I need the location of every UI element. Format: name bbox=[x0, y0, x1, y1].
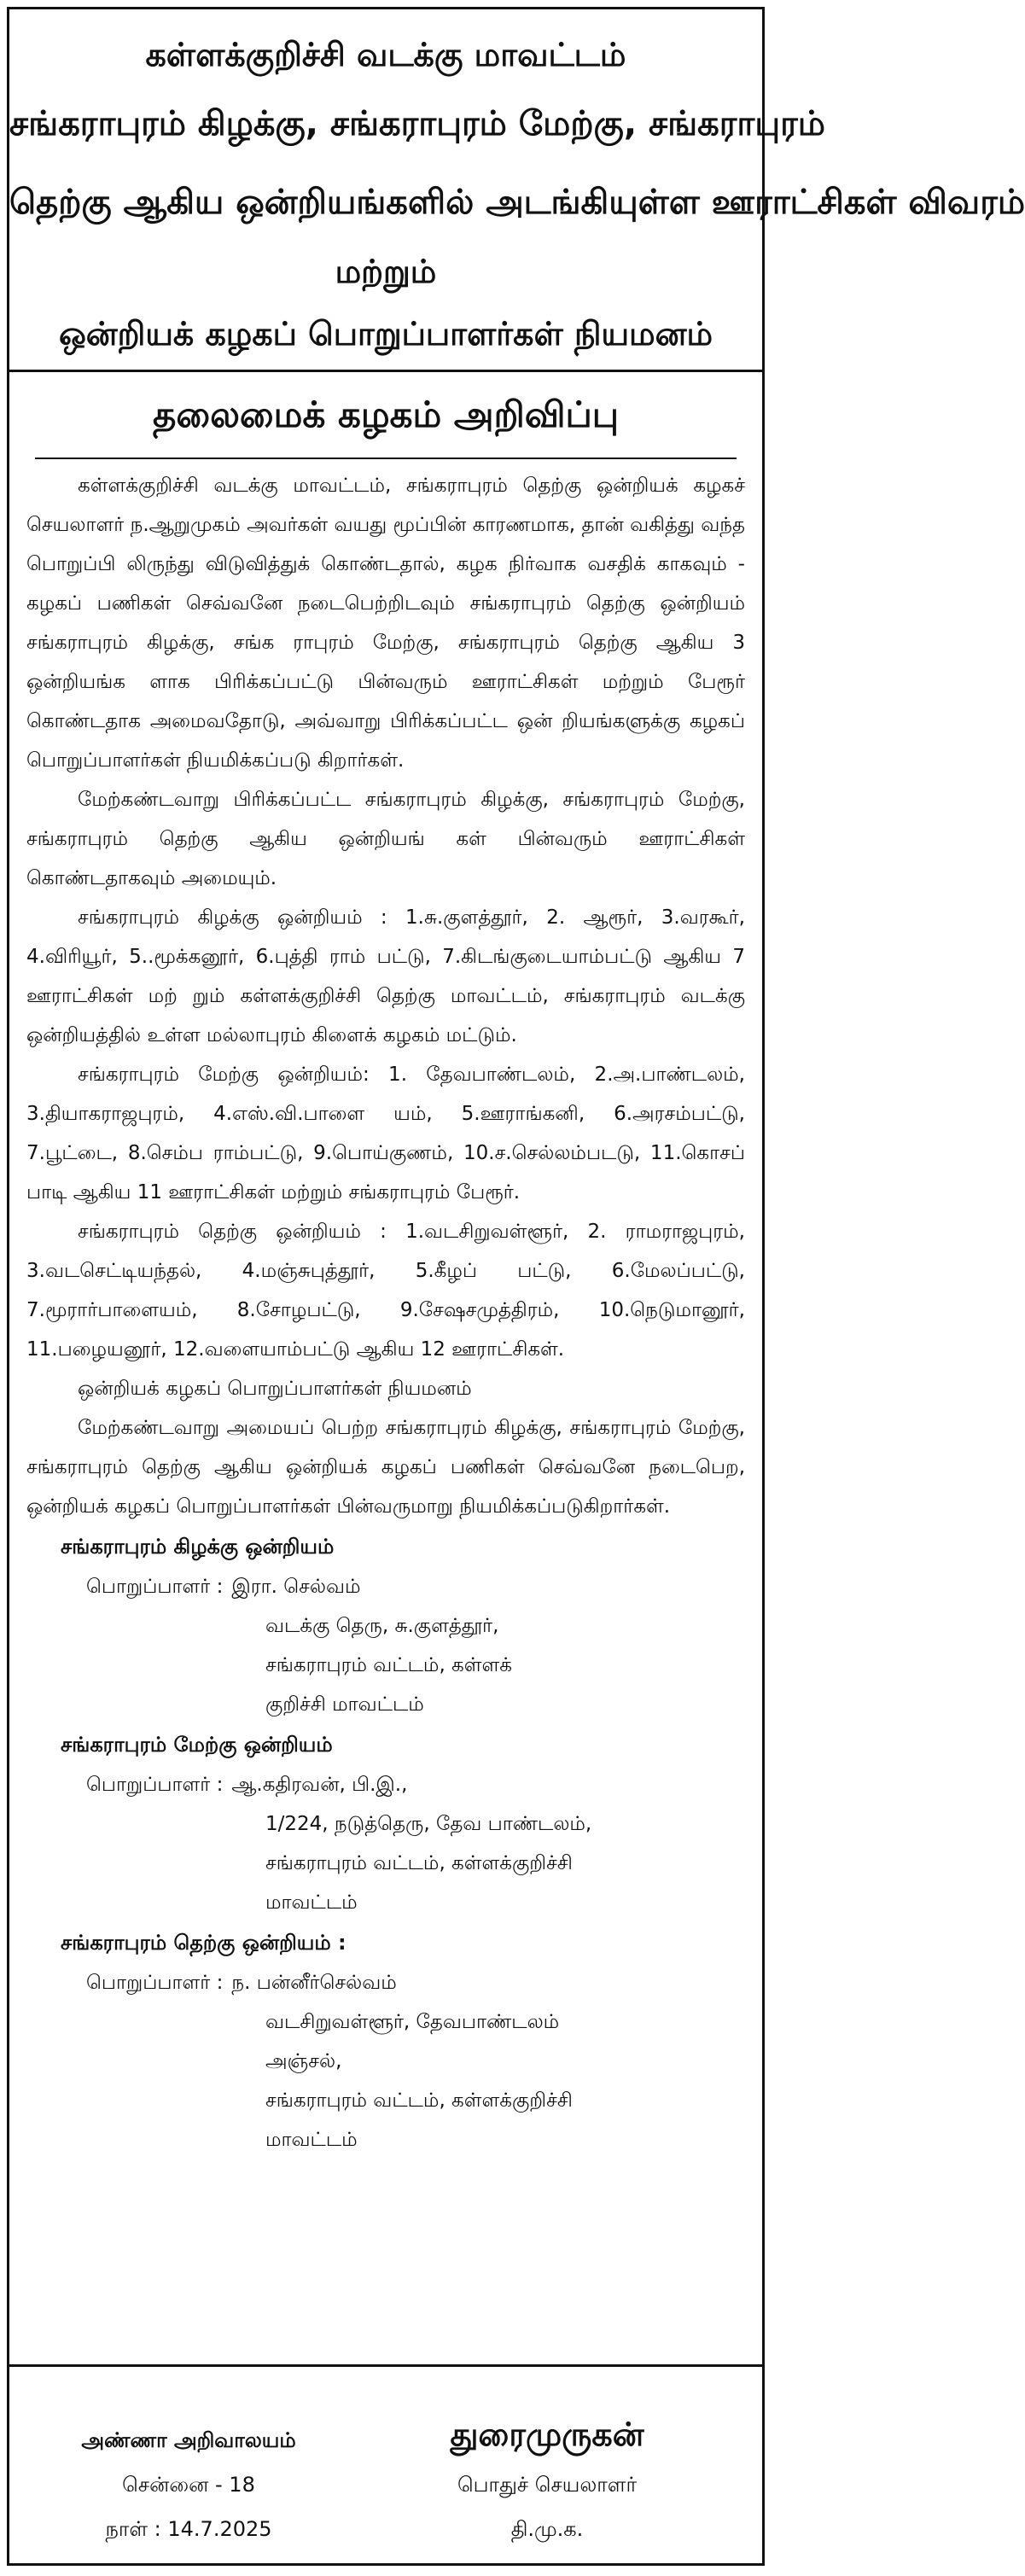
address-line: வடசிறுவள்ளூர், தேவபாண்டலம் bbox=[265, 2011, 560, 2033]
issuer-org: அண்ணா அறிவாலயம் bbox=[81, 2428, 296, 2452]
holder-label: பொறுப்பாளர் : bbox=[86, 1576, 224, 1598]
address-line: குறிச்சி மாவட்டம் bbox=[265, 1693, 424, 1716]
unit-east bbox=[26, 1526, 745, 1724]
paragraph-east-union: சங்கராபுரம் கிழக்கு ஒன்றியம் : 1.சு.குளத்தூர், 2. ஆரூர், 3.வரகூர், 4.விரியூர், 5..மூக்கனூர், 6.புத்தி ராம் பட்டு, 7.கிடங்குடையாம்பட்டு ஆகிய 7 ஊராட்சிகள் மற் றும் கள்ளக்குறிச்சி தெற்கு மாவட்டம், சங்கராபுரம் வடக்கு ஒன்றியத்தில் உள்ள மல்லாபுரம் கிளைக் கழகம் மட்டும். bbox=[26, 906, 745, 1046]
headline-line-4: ஒன்றியக் கழகப் பொறுப்பாளர்கள் நியமனம் bbox=[58, 315, 713, 353]
address-line: 1/224, நடுத்தெரு, தேவ பாண்டலம், bbox=[265, 1813, 592, 1835]
unit-heading: சங்கராபுரம் தெற்கு ஒன்றியம் : bbox=[61, 1931, 347, 1955]
holder-name: ஆ.கதிரவன், பி.இ., bbox=[231, 1774, 408, 1796]
district-title: கள்ளக்குறிச்சி வடக்கு மாவட்டம் bbox=[145, 36, 626, 73]
unit-south bbox=[26, 1922, 745, 2159]
address-line: வடக்கு தெரு, சு.குளத்தூர், bbox=[265, 1615, 499, 1637]
issuer-block bbox=[61, 2418, 317, 2551]
address-line: மாவட்டம் bbox=[265, 2129, 358, 2151]
appointment-paragraph: மேற்கண்டவாறு அமையப் பெற்ற சங்கராபுரம் கிழக்கு, சங்கராபுரம் மேற்கு, சங்கராபுரம் தெற்கு ஆகிய ஒன்றியக் கழகப் பணிகள் செவ்வனே நடைபெற, ஒன்றியக் கழகப் பொறுப்பாளர்கள் பின்வருமாறு நியமிக்கப்படுகிறார்கள். bbox=[26, 1417, 745, 1518]
issue-date: நாள் : 14.7.2025 bbox=[105, 2517, 272, 2541]
paragraph-south-union: சங்கராபுரம் தெற்கு ஒன்றியம் : 1.வடசிறுவள்ளூர், 2. ராமராஜபுரம், 3.வடசெட்டியந்தல், 4.மஞ்சுபுத்தூர், 5.கீழப் பட்டு, 6.மேலப்பட்டு, 7.மூரார்பாளையம், 8.சோழபட்டு, 9.சேஷசமுத்திரம், 10.நெடுமானூர், 11.பழையனூர், 12.வளையாம்பட்டு ஆகிய 12 ஊராட்சிகள். bbox=[26, 1221, 745, 1361]
announcement-heading: தலைமைக் கழகம் அறிவிப்பு bbox=[152, 393, 620, 435]
holder-row bbox=[26, 1765, 745, 1804]
paragraph-1: கள்ளக்குறிச்சி வடக்கு மாவட்டம், சங்கராபுரம் தெற்கு ஒன்றியக் கழகச் செயலாளர் ந.ஆறுமுகம் அவர்கள் வயது மூப்பின் காரணமாக, தான் வகித்து வந்த பொறுப்பி லிருந்து விடுவித்துக் கொண்டதால், கழக நிர்வாக வசதிக் காகவும் - கழகப் பணிகள் செவ்வனே நடைபெற்றிடவும் சங்கராபுரம் தெற்கு ஒன்றியம் சங்கராபுரம் கிழக்கு, சங்க ராபுரம் மேற்கு, சங்கராபுரம் தெற்கு ஆகிய 3 ஒன்றியங்க ளாக பிரிக்கப்பட்டு பின்வரும் ஊராட்சிகள் மற்றும் பேரூர் கொண்டதாக அமைவதோடு, அவ்வாறு பிரிக்கப்பட்ட ஒன் றியங்களுக்கு கழகப் பொறுப்பாளர்கள் நியமிக்கப்படு கிறார்கள். bbox=[26, 475, 745, 772]
notice-header bbox=[9, 9, 1025, 366]
holder-label: பொறுப்பாளர் : bbox=[86, 1774, 224, 1796]
headline-line-3: மற்றும் bbox=[335, 253, 437, 290]
address-line: சங்கராபுரம் வட்டம், கள்ளக் bbox=[265, 1654, 512, 1676]
unit-west bbox=[26, 1724, 745, 1922]
holder-label: பொறுப்பாளர் : bbox=[86, 1972, 224, 1994]
notice-footer bbox=[9, 2364, 762, 2563]
appointment-heading: ஒன்றியக் கழகப் பொறுப்பாளர்கள் நியமனம் bbox=[78, 1378, 472, 1400]
paragraph-west-union: சங்கராபுரம் மேற்கு ஒன்றியம்: 1. தேவபாண்டலம், 2.அ.பாண்டலம், 3.தியாகராஜபுரம், 4.எஸ்.வி.பாளை யம், 5.ஊராங்கனி, 6.அரசம்பட்டு, 7.பூட்டை, 8.செம்ப ராம்பட்டு, 9.பொய்குணம், 10.ச.செல்லம்படடு, 11.கொசப் பாடி ஆகிய 11 ஊராட்சிகள் மற்றும் சங்கராபுரம் பேரூர். bbox=[26, 1064, 745, 1203]
party-name: தி.மு.க. bbox=[510, 2517, 584, 2541]
headline-line-1: சங்கராபுரம் கிழக்கு, சங்கராபுரம் மேற்கு, சங்கராபுரம் bbox=[9, 104, 825, 143]
issuer-city: சென்னை - 18 bbox=[122, 2473, 255, 2497]
notice-frame bbox=[7, 7, 1025, 2566]
headline-line-2: தெற்கு ஆகிய ஒன்றியங்களில் அடங்கியுள்ள ஊராட்சிகள் விவரம் bbox=[9, 183, 1025, 222]
holder-name: இரா. செல்வம் bbox=[231, 1576, 361, 1598]
signatory-designation: பொதுச் செயலாளர் bbox=[457, 2473, 637, 2497]
unit-heading: சங்கராபுரம் கிழக்கு ஒன்றியம் bbox=[61, 1535, 335, 1559]
holder-name: ந. பன்னீர்செல்வம் bbox=[231, 1972, 397, 1994]
holder-row bbox=[26, 1963, 745, 2002]
paragraph-2: மேற்கண்டவாறு பிரிக்கப்பட்ட சங்கராபுரம் கிழக்கு, சங்கராபுரம் மேற்கு, சங்கராபுரம் தெற்கு ஆகிய ஒன்றியங் கள் பின்வரும் ஊராட்சிகள் கொண்டதாகவும் அமையும். bbox=[26, 789, 745, 889]
signatory-name: துரைமுருகன் bbox=[450, 2416, 644, 2453]
holder-row bbox=[26, 1567, 745, 1606]
signatory-block bbox=[385, 2406, 709, 2551]
address-line: சங்கராபுரம் வட்டம், கள்ளக்குறிச்சி bbox=[265, 2089, 573, 2112]
notice-body bbox=[9, 459, 762, 2159]
address-line: சங்கராபுரம் வட்டம், கள்ளக்குறிச்சி bbox=[265, 1852, 573, 1874]
address-line: மாவட்டம் bbox=[265, 1891, 358, 1914]
unit-heading: சங்கராபுரம் மேற்கு ஒன்றியம் bbox=[61, 1733, 333, 1757]
address-line: அஞ்சல், bbox=[265, 2050, 342, 2072]
